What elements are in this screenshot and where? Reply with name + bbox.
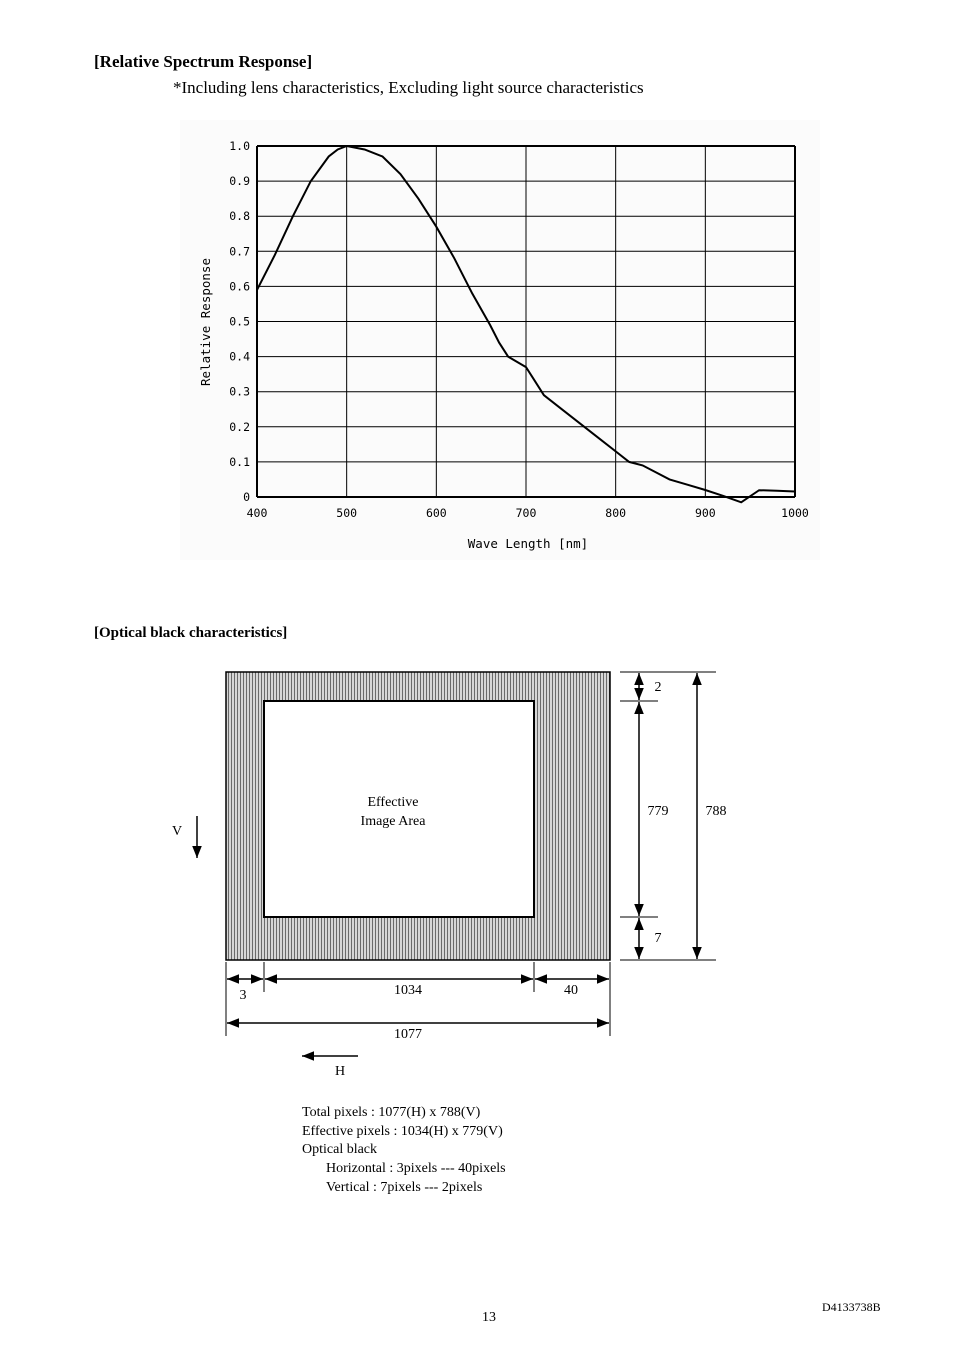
y-tick-label: 0.5 xyxy=(229,314,250,329)
effective-label-2: Image Area xyxy=(360,814,426,829)
page-number: 13 xyxy=(482,1310,496,1325)
note-optical-black: Optical black xyxy=(302,1142,378,1158)
x-tick-label: 500 xyxy=(336,506,358,520)
y-tick-label: 0 xyxy=(243,490,250,504)
chart-background xyxy=(180,120,820,560)
y-tick-label: 0.2 xyxy=(229,419,250,434)
y-tick-label: 0.6 xyxy=(229,279,250,294)
y-axis-label: Relative Response xyxy=(198,258,213,386)
y-tick-label: 0.7 xyxy=(229,244,250,259)
x-tick-label: 800 xyxy=(605,506,627,520)
dim-3-label: 3 xyxy=(239,988,247,1003)
dim-779-label: 779 xyxy=(647,804,669,819)
effective-label-1: Effective xyxy=(367,795,419,810)
dim-788-label: 788 xyxy=(705,804,727,819)
spectrum-chart xyxy=(0,0,954,600)
dim-40-label: 40 xyxy=(564,983,578,998)
note-vertical: Vertical : 7pixels --- 2pixels xyxy=(326,1179,483,1195)
y-tick-label: 0.3 xyxy=(229,384,250,399)
y-tick-label: 0.8 xyxy=(229,209,250,224)
x-tick-label: 600 xyxy=(425,506,447,520)
note-horizontal: Horizontal : 3pixels --- 40pixels xyxy=(326,1161,506,1177)
y-tick-label: 1.0 xyxy=(229,139,250,153)
v-label: V xyxy=(171,824,183,839)
section-title-spectrum: [Relative Spectrum Response] xyxy=(94,52,313,71)
note-effective-pixels: Effective pixels : 1034(H) x 779(V) xyxy=(302,1123,503,1139)
x-axis-label: Wave Length [nm] xyxy=(467,536,589,551)
dim-1077-label: 1077 xyxy=(394,1027,422,1042)
x-tick-label: 700 xyxy=(515,506,537,520)
y-tick-label: 0.4 xyxy=(229,349,250,364)
dim-1034-label: 1034 xyxy=(394,983,422,998)
section-subtitle-spectrum: *Including lens characteristics, Excluding light source characteristics xyxy=(173,78,644,97)
note-total-pixels: Total pixels : 1077(H) x 788(V) xyxy=(302,1105,481,1120)
document-id: D4133738B xyxy=(822,1300,881,1314)
section-title-optical-black: [Optical black characteristics] xyxy=(94,625,288,641)
x-tick-label: 900 xyxy=(694,506,716,520)
h-label: H xyxy=(334,1064,346,1079)
optical-black-diagram xyxy=(0,600,954,1100)
dim-7-label: 7 xyxy=(654,931,662,946)
y-tick-label: 0.1 xyxy=(229,454,250,469)
x-tick-label: 1000 xyxy=(781,506,809,520)
y-tick-label: 0.9 xyxy=(229,174,250,189)
dim-2-label: 2 xyxy=(654,680,662,695)
x-tick-label: 400 xyxy=(246,506,268,520)
